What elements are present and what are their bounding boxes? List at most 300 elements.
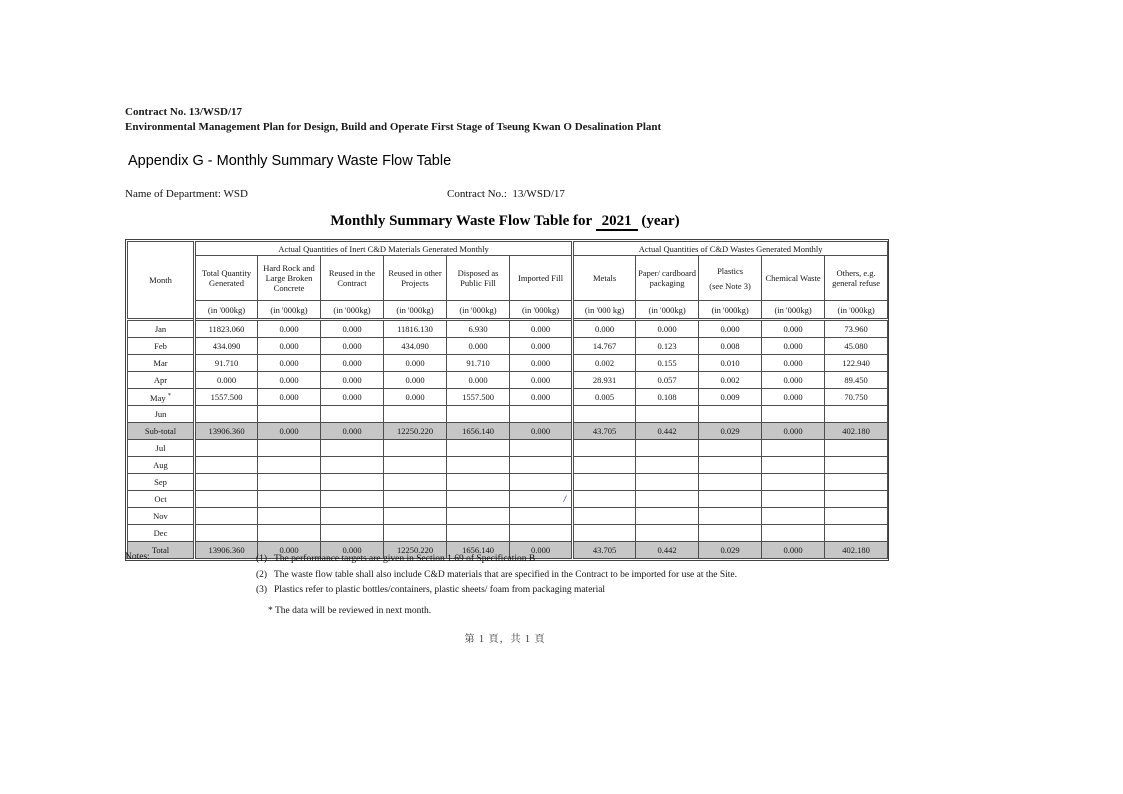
value-cell xyxy=(636,355,699,372)
value-cell xyxy=(762,542,825,559)
month-label: Sub-total xyxy=(144,426,177,436)
note-text: The waste flow table shall also include C&D materials that are specified in the Contract to be imported for use at the Site. xyxy=(274,569,737,580)
table-row xyxy=(128,440,888,457)
value-cell xyxy=(384,372,447,389)
value-cell xyxy=(447,389,510,406)
column-header-hard-rock xyxy=(258,256,321,301)
table-row xyxy=(128,320,888,338)
unit-label: (in '000 kg) xyxy=(573,301,636,320)
value-cell xyxy=(636,389,699,406)
value-cell xyxy=(573,406,636,423)
value-cell xyxy=(573,457,636,474)
value-cell xyxy=(699,338,762,355)
value-cell xyxy=(321,491,384,508)
cell-value: 1656.140 xyxy=(462,545,494,555)
cell-value: 0.000 xyxy=(783,545,803,555)
value-cell xyxy=(699,508,762,525)
value-cell xyxy=(384,423,447,440)
value-cell xyxy=(636,338,699,355)
cell-value: 0.000 xyxy=(279,392,299,402)
cell-value: 0.000 xyxy=(216,375,237,385)
month-cell xyxy=(128,423,195,440)
cell-value: 43.705 xyxy=(592,426,617,436)
cell-value: 0.000 xyxy=(279,375,299,385)
value-cell xyxy=(384,320,447,338)
value-cell xyxy=(825,372,888,389)
value-cell xyxy=(573,338,636,355)
table-row xyxy=(128,355,888,372)
cell-value: 0.000 xyxy=(595,324,615,334)
cell-value: 0.000 xyxy=(342,324,362,334)
cell-value: 0.000 xyxy=(720,324,740,334)
value-cell xyxy=(195,525,258,542)
column-header-reused-other xyxy=(384,256,447,301)
column-header-label: Imported Fill xyxy=(517,273,564,283)
month-label: Jan xyxy=(154,324,167,334)
page-number-footer: 第 1 頁，共 1 頁 xyxy=(464,634,546,645)
value-cell xyxy=(258,440,321,457)
value-cell xyxy=(636,320,699,338)
table-title-year: 2021 xyxy=(596,213,638,231)
value-cell xyxy=(573,474,636,491)
unit-label: (in '000kg) xyxy=(321,301,384,320)
value-cell xyxy=(195,474,258,491)
value-cell xyxy=(510,406,573,423)
month-asterisk: * xyxy=(167,391,171,399)
group-header-inert: Actual Quantities of Inert C&D Materials Generated Monthly xyxy=(195,242,573,256)
cell-value: 0.108 xyxy=(657,392,677,402)
value-cell xyxy=(447,440,510,457)
cell-value: 0.002 xyxy=(720,375,740,385)
value-cell xyxy=(825,491,888,508)
month-cell xyxy=(128,491,195,508)
value-cell xyxy=(636,457,699,474)
value-cell xyxy=(699,406,762,423)
value-cell xyxy=(384,491,447,508)
value-cell xyxy=(762,491,825,508)
value-cell xyxy=(195,406,258,423)
value-cell xyxy=(825,525,888,542)
cell-value: 0.000 xyxy=(783,341,803,351)
cell-value: 28.931 xyxy=(592,375,617,385)
value-cell xyxy=(573,508,636,525)
unit-label: (in '000kg) xyxy=(195,301,258,320)
value-cell xyxy=(510,389,573,406)
value-cell xyxy=(258,372,321,389)
cell-value: 13906.360 xyxy=(208,426,245,436)
value-cell xyxy=(825,423,888,440)
cell-value: 0.029 xyxy=(720,545,740,555)
notes-label: Notes: xyxy=(125,552,150,562)
value-cell xyxy=(762,389,825,406)
value-cell xyxy=(447,508,510,525)
cell-value: 0.123 xyxy=(657,341,677,351)
value-cell xyxy=(636,423,699,440)
value-cell xyxy=(447,355,510,372)
cell-value: 0.000 xyxy=(405,358,425,368)
column-header-label: Disposed as Public Fill xyxy=(457,268,499,288)
value-cell xyxy=(195,372,258,389)
column-header-label: Total Quantity Generated xyxy=(201,268,252,288)
value-cell xyxy=(258,406,321,423)
column-header-imported-fill xyxy=(510,256,573,301)
waste-flow-table-wrapper xyxy=(125,239,889,561)
column-header-row xyxy=(128,256,888,301)
value-cell xyxy=(258,389,321,406)
cell-value: 0.010 xyxy=(720,358,740,368)
unit-label: (in '000kg) xyxy=(699,301,762,320)
value-cell xyxy=(636,474,699,491)
waste-table-body xyxy=(128,320,888,559)
value-cell xyxy=(384,440,447,457)
cell-value: 122.940 xyxy=(842,358,870,368)
cell-value: 0.000 xyxy=(342,341,362,351)
column-header-label: Plastics xyxy=(717,265,744,276)
unit-label: (in '000kg) xyxy=(825,301,888,320)
column-header-total-quantity xyxy=(195,256,258,301)
cell-value: 1557.500 xyxy=(210,392,243,402)
units-row xyxy=(128,301,888,320)
month-cell xyxy=(128,457,195,474)
cell-value: 91.710 xyxy=(466,358,490,368)
column-header-disposed-public-fill xyxy=(447,256,510,301)
value-cell xyxy=(699,457,762,474)
document-header xyxy=(125,105,661,134)
value-cell xyxy=(636,508,699,525)
note-number: (3) xyxy=(256,585,268,595)
cell-value: 0.009 xyxy=(720,392,740,402)
cell-value: 0.000 xyxy=(530,324,551,334)
value-cell xyxy=(447,491,510,508)
value-cell xyxy=(699,355,762,372)
cell-value: 434.090 xyxy=(401,341,429,351)
month-cell xyxy=(128,406,195,423)
cell-value: 6.930 xyxy=(468,324,488,334)
value-cell xyxy=(321,440,384,457)
value-cell xyxy=(636,440,699,457)
value-cell xyxy=(825,320,888,338)
cell-value: 0.442 xyxy=(657,426,677,436)
value-cell xyxy=(384,525,447,542)
value-cell xyxy=(762,372,825,389)
cell-value: 0.155 xyxy=(657,358,677,368)
value-cell xyxy=(195,389,258,406)
cell-value: 402.180 xyxy=(842,545,870,555)
month-label: Total xyxy=(151,545,170,555)
note-item xyxy=(256,552,737,568)
cell-value: 0.000 xyxy=(530,358,551,368)
cell-value: 0.029 xyxy=(720,426,740,436)
group-header-row xyxy=(128,242,888,256)
note-item xyxy=(256,583,737,599)
value-cell xyxy=(762,508,825,525)
contract-no-label: Contract No.: 13/WSD/17 xyxy=(447,188,565,200)
month-label: Feb xyxy=(154,341,167,351)
table-row xyxy=(128,338,888,355)
value-cell xyxy=(195,542,258,559)
value-cell xyxy=(258,525,321,542)
cell-value: 70.750 xyxy=(844,392,868,402)
appendix-title: Appendix G - Monthly Summary Waste Flow Table xyxy=(128,153,452,169)
value-cell xyxy=(699,474,762,491)
month-label: May xyxy=(150,392,166,403)
cell-value: 0.000 xyxy=(279,358,299,368)
month-cell xyxy=(128,372,195,389)
value-cell xyxy=(762,525,825,542)
value-cell xyxy=(510,508,573,525)
value-cell xyxy=(699,389,762,406)
month-label: Jul xyxy=(155,443,166,453)
value-cell xyxy=(321,372,384,389)
column-header-label: Reused in the Contract xyxy=(328,268,376,288)
value-cell xyxy=(321,457,384,474)
value-cell xyxy=(321,525,384,542)
value-cell xyxy=(258,508,321,525)
value-cell xyxy=(447,525,510,542)
cell-value: 13906.360 xyxy=(208,545,245,555)
column-header-plastics xyxy=(699,256,762,301)
table-row xyxy=(128,491,888,508)
month-cell xyxy=(128,389,195,406)
value-cell xyxy=(195,457,258,474)
month-cell xyxy=(128,320,195,338)
month-label: Jun xyxy=(154,409,167,419)
month-label: Apr xyxy=(153,375,168,385)
month-cell xyxy=(128,508,195,525)
emp-title-line: Environmental Management Plan for Design, Build and Operate First Stage of Tseung Kwan O Desalination Plant xyxy=(125,120,662,133)
value-cell xyxy=(573,389,636,406)
value-cell xyxy=(636,406,699,423)
value-cell xyxy=(510,372,573,389)
value-cell xyxy=(447,423,510,440)
value-cell xyxy=(573,372,636,389)
value-cell xyxy=(636,525,699,542)
cell-value: 0.000 xyxy=(279,341,299,351)
value-cell xyxy=(510,423,573,440)
column-header-note-ref: (see Note 3) xyxy=(709,280,751,291)
column-header-paper xyxy=(636,256,699,301)
value-cell xyxy=(510,320,573,338)
cell-value: 0.000 xyxy=(342,545,362,555)
unit-label: (in '000kg) xyxy=(762,301,825,320)
value-cell xyxy=(195,491,258,508)
value-cell xyxy=(510,440,573,457)
month-cell xyxy=(128,474,195,491)
value-cell xyxy=(636,491,699,508)
value-cell xyxy=(510,525,573,542)
cell-value: 0.000 xyxy=(530,375,551,385)
cell-value: 0.000 xyxy=(342,392,362,402)
column-header-label: Chemical Waste xyxy=(765,273,821,283)
value-cell xyxy=(762,338,825,355)
cell-value: 434.090 xyxy=(212,341,241,351)
cell-value: 0.000 xyxy=(530,545,551,555)
cell-value: 0.000 xyxy=(530,392,551,402)
value-cell xyxy=(447,474,510,491)
value-cell xyxy=(384,457,447,474)
asterisk-note: * The data will be reviewed in next month. xyxy=(268,606,432,616)
value-cell xyxy=(384,474,447,491)
cell-value: 89.450 xyxy=(844,375,868,385)
value-cell xyxy=(447,320,510,338)
cell-value: 0.000 xyxy=(783,392,803,402)
column-header-reused-contract xyxy=(321,256,384,301)
value-cell xyxy=(195,320,258,338)
cell-value: 0.442 xyxy=(657,545,677,555)
cell-value: 0.000 xyxy=(342,426,362,436)
value-cell xyxy=(699,320,762,338)
cell-value: 0.000 xyxy=(783,358,803,368)
value-cell xyxy=(825,542,888,559)
cell-value: 0.008 xyxy=(720,341,740,351)
value-cell xyxy=(762,423,825,440)
month-cell xyxy=(128,355,195,372)
cell-value: 0.000 xyxy=(468,375,488,385)
value-cell xyxy=(825,457,888,474)
cell-value: 0.000 xyxy=(783,426,803,436)
value-cell xyxy=(573,525,636,542)
cell-value: 0.000 xyxy=(783,375,803,385)
cell-value: 0.000 xyxy=(405,375,425,385)
table-title xyxy=(125,213,885,230)
value-cell xyxy=(447,406,510,423)
value-cell xyxy=(699,440,762,457)
table-row xyxy=(128,508,888,525)
cell-value: 45.080 xyxy=(844,341,868,351)
cell-value: 0.000 xyxy=(279,426,299,436)
cell-value: 73.960 xyxy=(844,324,868,334)
table-row xyxy=(128,389,888,406)
value-cell xyxy=(573,491,636,508)
unit-label: (in '000kg) xyxy=(636,301,699,320)
cell-value: 0.002 xyxy=(595,358,615,368)
month-label: Dec xyxy=(153,528,168,538)
note-number: (1) xyxy=(256,554,268,564)
table-row xyxy=(128,406,888,423)
cell-value: 402.180 xyxy=(842,426,870,436)
table-row xyxy=(128,457,888,474)
column-header-label: Others, e.g. general refuse xyxy=(832,268,881,288)
value-cell xyxy=(825,406,888,423)
value-cell xyxy=(447,372,510,389)
value-cell xyxy=(762,355,825,372)
value-cell xyxy=(384,389,447,406)
value-cell xyxy=(762,406,825,423)
value-cell xyxy=(258,457,321,474)
cell-value: 0.000 xyxy=(279,545,299,555)
cell-value: 1656.140 xyxy=(462,426,494,436)
value-cell xyxy=(321,474,384,491)
value-cell xyxy=(321,338,384,355)
value-cell xyxy=(447,457,510,474)
month-cell xyxy=(128,338,195,355)
value-cell xyxy=(825,338,888,355)
unit-label: (in '000kg) xyxy=(510,301,573,320)
value-cell xyxy=(699,372,762,389)
value-cell xyxy=(321,423,384,440)
table-row xyxy=(128,525,888,542)
cell-value: 0.000 xyxy=(342,375,362,385)
value-cell xyxy=(384,338,447,355)
value-cell xyxy=(510,338,573,355)
table-title-suffix: (year) xyxy=(641,213,680,229)
value-cell xyxy=(447,338,510,355)
cell-value: 11823.060 xyxy=(208,324,245,334)
column-header-label: Hard Rock and Large Broken Concrete xyxy=(263,263,315,293)
value-cell xyxy=(573,440,636,457)
cell-value: 0.005 xyxy=(595,392,615,402)
month-column-header: Month xyxy=(128,242,195,320)
value-cell xyxy=(699,423,762,440)
value-cell xyxy=(195,508,258,525)
value-cell xyxy=(195,423,258,440)
table-row xyxy=(128,474,888,491)
value-cell xyxy=(321,389,384,406)
value-cell xyxy=(258,355,321,372)
cell-value: 14.767 xyxy=(592,341,617,351)
value-cell xyxy=(384,355,447,372)
month-label: Aug xyxy=(153,460,168,470)
value-cell xyxy=(573,355,636,372)
column-header-label: Paper/ cardboard packaging xyxy=(638,268,696,288)
month-cell xyxy=(128,440,195,457)
month-label: Nov xyxy=(153,511,168,521)
table-row xyxy=(128,372,888,389)
value-cell xyxy=(258,491,321,508)
value-cell xyxy=(825,474,888,491)
cell-value: 12250.220 xyxy=(396,426,434,436)
text-cursor-mark: / xyxy=(563,494,567,504)
cell-value: 12250.220 xyxy=(396,545,434,555)
value-cell xyxy=(258,474,321,491)
cell-value: 0.000 xyxy=(530,426,551,436)
value-cell xyxy=(321,355,384,372)
note-number: (2) xyxy=(256,569,268,580)
cell-value: 91.710 xyxy=(214,358,239,368)
table-title-prefix: Monthly Summary Waste Flow Table for xyxy=(330,213,592,229)
value-cell xyxy=(825,355,888,372)
value-cell xyxy=(258,320,321,338)
value-cell xyxy=(762,440,825,457)
value-cell xyxy=(510,355,573,372)
column-header-metals xyxy=(573,256,636,301)
value-cell xyxy=(258,423,321,440)
cell-value: 1557.500 xyxy=(462,392,494,402)
value-cell xyxy=(762,474,825,491)
month-label: Sep xyxy=(154,477,167,487)
unit-label: (in '000kg) xyxy=(384,301,447,320)
value-cell xyxy=(636,372,699,389)
cell-value: 0.000 xyxy=(530,341,551,351)
value-cell xyxy=(195,338,258,355)
value-cell xyxy=(510,457,573,474)
value-cell xyxy=(510,491,573,508)
column-header-others xyxy=(825,256,888,301)
value-cell xyxy=(195,440,258,457)
cell-value: 0.000 xyxy=(279,324,299,334)
cell-value: 0.000 xyxy=(342,358,362,368)
cell-value: 0.000 xyxy=(468,341,488,351)
value-cell xyxy=(384,406,447,423)
contract-number-line: Contract No. 13/WSD/17 xyxy=(125,106,243,118)
notes-list xyxy=(256,552,737,599)
note-text: The performance targets are given in Section 1.69 of Specification B xyxy=(274,554,536,564)
value-cell xyxy=(825,440,888,457)
note-text: Plastics refer to plastic bottles/containers, plastic sheets/ foam from packaging material xyxy=(274,585,606,595)
waste-flow-table xyxy=(127,241,888,559)
value-cell xyxy=(258,338,321,355)
month-label: Oct xyxy=(154,494,167,504)
